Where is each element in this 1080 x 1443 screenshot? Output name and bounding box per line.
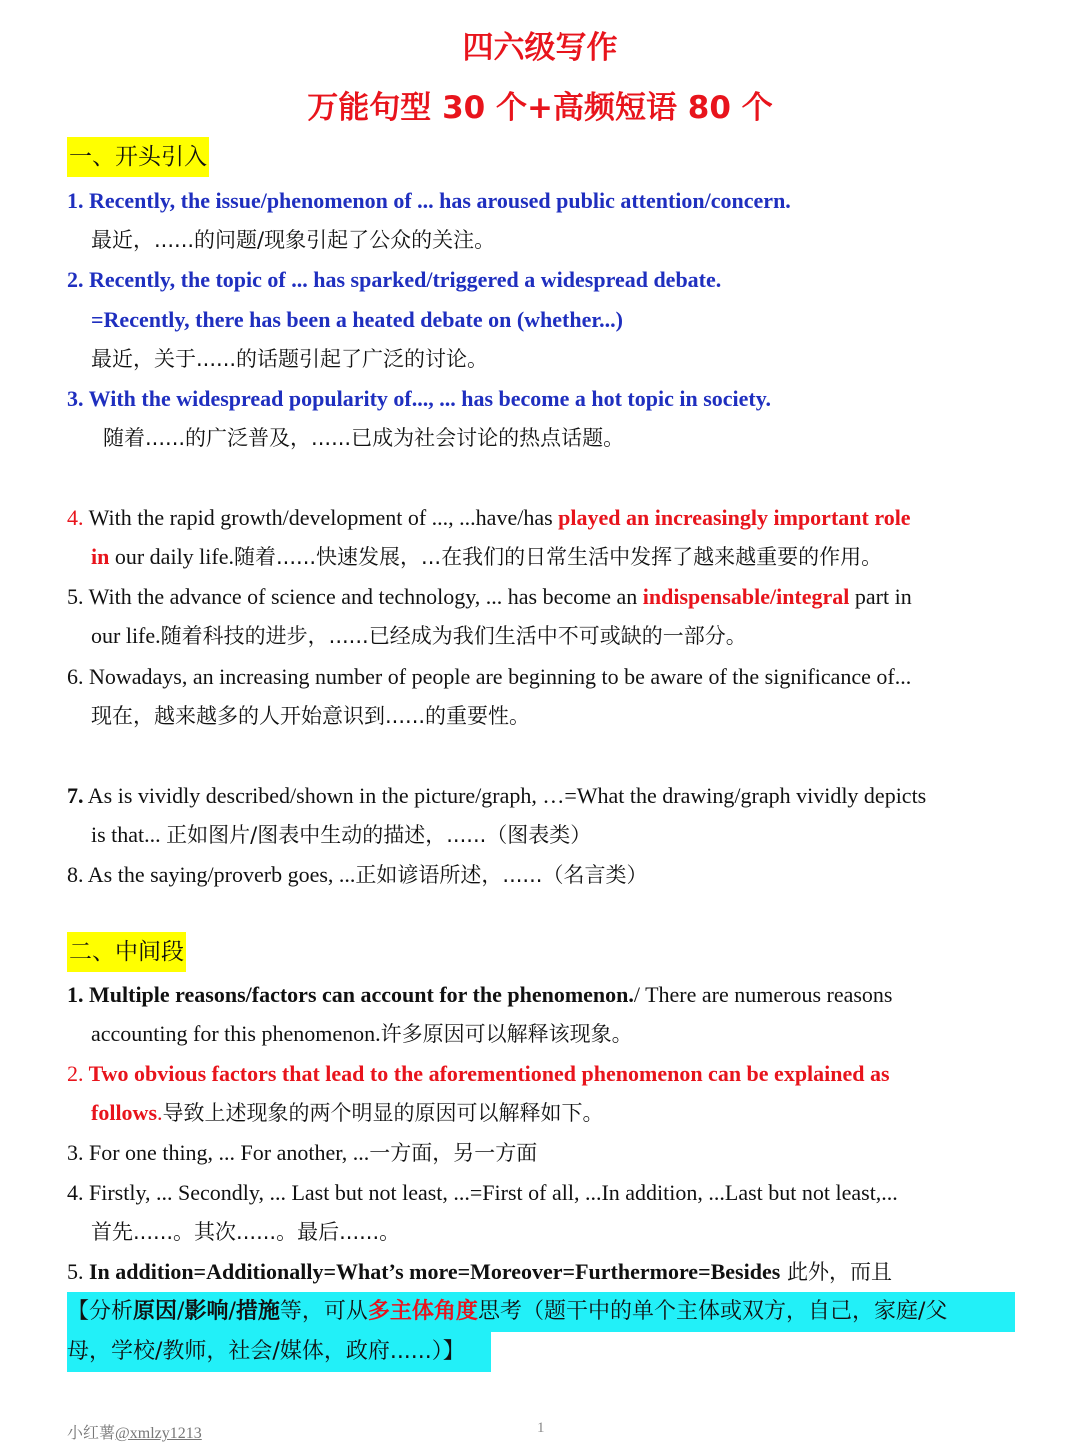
middle-sentence-3: 3. For one thing, ... For another, ...一方面，另一方面 bbox=[67, 1140, 538, 1165]
middle-sentence-2: 2. Two obvious factors that lead to the aforementioned phenomenon can be explained as bbox=[67, 1061, 890, 1086]
middle-sentence-4-cn: 首先......。其次......。最后......。 bbox=[91, 1220, 401, 1244]
sentence-1-cn: 最近，......的问题/现象引起了公众的关注。 bbox=[91, 228, 496, 252]
highlight-note-line1: 【分析原因/影响/措施等，可从多主体角度思考（题干中的单个主体或双方，自己，家庭/父 bbox=[67, 1292, 1015, 1332]
highlight-note-line2: 母，学校/教师，社会/媒体，政府......）】 bbox=[67, 1332, 491, 1372]
page-subtitle: 万能句型 30 个+高频短语 80 个 bbox=[307, 90, 773, 126]
sentence-6-cn: 现在，越来越多的人开始意识到......的重要性。 bbox=[91, 704, 531, 728]
sentence-2-en-alt: =Recently, there has been a heated debate on (whether...) bbox=[91, 307, 623, 332]
middle-sentence-5: 5. In addition=Additionally=What’s more=Moreover=Furthermore=Besides 此外，而且 bbox=[67, 1259, 892, 1284]
sentence-8-en: 8. As the saying/proverb goes, ...正如谚语所述，......（名言类） bbox=[67, 862, 648, 887]
middle-sentence-2-line2: follows.导致上述现象的两个明显的原因可以解释如下。 bbox=[91, 1100, 604, 1125]
page-number: 1 bbox=[537, 1420, 545, 1436]
sentence-3-en: 3. With the widespread popularity of..., ... has become a hot topic in society. bbox=[67, 386, 772, 411]
sentence-5-en: 5. With the advance of science and technology, ... has become an indispensable/integral part in bbox=[67, 584, 912, 609]
page-title: 四六级写作 bbox=[462, 30, 618, 66]
middle-sentence-1: 1. Multiple reasons/factors can account for the phenomenon./ There are numerous reasons bbox=[67, 982, 893, 1007]
middle-sentence-1-line2: accounting for this phenomenon.许多原因可以解释该现象。 bbox=[91, 1021, 633, 1046]
sentence-1-en: 1. Recently, the issue/phenomenon of ... has aroused public attention/concern. bbox=[67, 188, 791, 213]
section-heading-middle: 二、中间段 bbox=[67, 932, 186, 972]
sentence-7-line2: is that... 正如图片/图表中生动的描述，......（图表类） bbox=[91, 822, 592, 847]
sentence-5-line2: our life.随着科技的进步，......已经成为我们生活中不可或缺的一部分。 bbox=[91, 623, 747, 648]
watermark-brand: 小红薯@xmlzy1213 bbox=[67, 1423, 202, 1442]
sentence-2-cn: 最近，关于......的话题引起了广泛的讨论。 bbox=[91, 347, 489, 371]
sentence-2-en: 2. Recently, the topic of ... has sparked/triggered a widespread debate. bbox=[67, 267, 722, 292]
sentence-4-en: 4. With the rapid growth/development of ..., ...have/has played an increasingly important role bbox=[67, 505, 911, 530]
sentence-6-en: 6. Nowadays, an increasing number of people are beginning to be aware of the significance of... bbox=[67, 664, 912, 689]
section-heading-opening: 一、开头引入 bbox=[67, 137, 209, 177]
middle-sentence-4: 4. Firstly, ... Secondly, ... Last but not least, ...=First of all, ...In addition, ...Last but not least,... bbox=[67, 1180, 898, 1205]
sentence-4-line2: in our daily life.随着......快速发展，...在我们的日常生活中发挥了越来越重要的作用。 bbox=[91, 544, 883, 569]
sentence-7-en: 7. As is vividly described/shown in the picture/graph, …=What the drawing/graph vividly depicts bbox=[67, 783, 927, 808]
sentence-3-cn: 随着......的广泛普及，......已成为社会讨论的热点话题。 bbox=[103, 426, 625, 450]
